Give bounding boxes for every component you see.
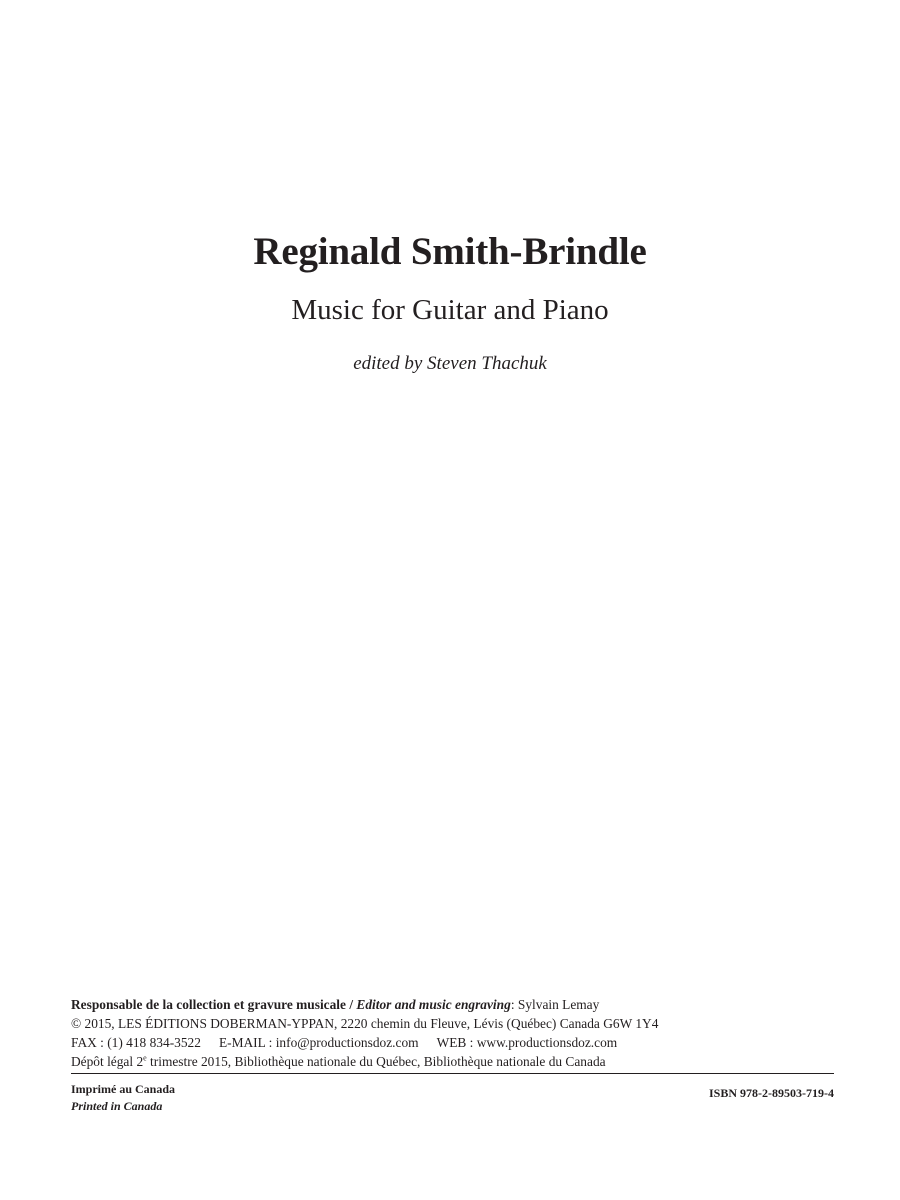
responsible-line (71, 995, 841, 1014)
footer-divider (71, 1073, 834, 1074)
responsible-fr: Responsable de la collection et gravure musicale / (71, 997, 354, 1012)
contact-line (71, 1033, 841, 1052)
depot-line (71, 1052, 841, 1071)
printed-fr: Imprimé au Canada (71, 1082, 176, 1096)
responsible-name: : Sylvain Lemay (510, 997, 600, 1012)
responsible-en: Editor and music engraving (356, 997, 511, 1012)
publisher-credits (71, 995, 841, 1071)
printed-en: Printed in Canada (71, 1099, 163, 1113)
web-text: WEB : www.productionsdoz.com (436, 1035, 618, 1050)
depot-superscript: e (143, 1053, 147, 1063)
depot-suffix: trimestre 2015, Bibliothèque nationale du Québec, Bibliothèque nationale du Canada (146, 1054, 606, 1069)
work-title: Music for Guitar and Piano (291, 294, 609, 326)
fax-text: FAX : (1) 418 834-3522 (71, 1035, 201, 1050)
title-block (0, 228, 900, 376)
isbn: ISBN 978-2-89503-719-4 (709, 1086, 834, 1100)
depot-prefix: Dépôt légal 2 (71, 1054, 144, 1069)
printed-in (71, 1081, 175, 1115)
composer-name: Reginald Smith-Brindle (253, 230, 647, 273)
editor-credit: edited by Steven Thachuk (353, 353, 547, 374)
email-text: E-MAIL : info@productionsdoz.com (218, 1035, 419, 1050)
copyright-line: © 2015, LES ÉDITIONS DOBERMAN-YPPAN, 2220 chemin du Fleuve, Lévis (Québec) Canada G6W 1Y4 (71, 1016, 659, 1031)
